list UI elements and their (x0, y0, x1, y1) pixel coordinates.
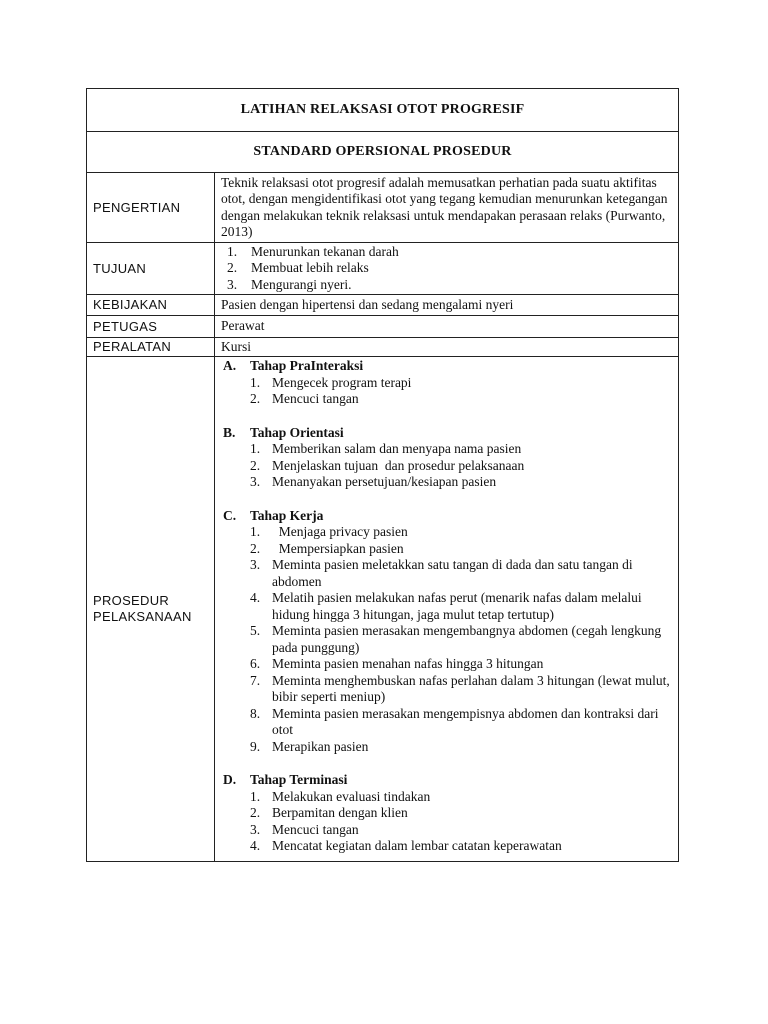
value-prosedur (215, 357, 679, 862)
row-prosedur (87, 357, 679, 862)
row-pengertian (87, 173, 679, 243)
value-petugas: Perawat (215, 316, 679, 338)
stage-letter: C. (223, 507, 237, 523)
list-item: 3. Mengurangi nyeri. (227, 276, 352, 292)
list-item (221, 391, 678, 408)
row-tujuan (87, 243, 679, 295)
value-kebijakan: Pasien dengan hipertensi dan sedang mengalami nyeri (215, 295, 679, 316)
value-pengertian: Teknik relaksasi otot progresif adalah memusatkan perhatian pada suatu aktifitas otot, dengan mengidentifikasi otot yang tegang kemudian menurunkan ketegangan dengan melakukan teknik relaksasi untuk mendapakan perasaan relaks (Purwanto, 2013) (215, 173, 679, 243)
list-item (221, 441, 678, 458)
document-subtitle: STANDARD OPERSIONAL PROSEDUR (87, 132, 679, 173)
label-tujuan: TUJUAN (87, 243, 215, 295)
step-number: 1. (250, 374, 261, 390)
list-item: 2. Membuat lebih relaks (227, 260, 369, 276)
list-item (221, 822, 678, 839)
stage-steps (221, 441, 678, 491)
list-item: 1. Menurunkan tekanan darah (227, 243, 399, 259)
step-text: Menjelaskan tujuan dan prosedur pelaksanaan (272, 457, 525, 473)
step-text: Merapikan pasien (272, 738, 369, 754)
tujuan-list (221, 244, 678, 294)
list-item (221, 474, 678, 491)
step-number: 2. (250, 805, 261, 820)
step-text: Melatih pasien melakukan nafas perut (menarik nafas dalam melalui hidung hingga 3 hitungan, jaga mulut tetap tertutup) (272, 590, 645, 622)
list-item (221, 706, 678, 739)
stage-section (221, 425, 678, 491)
list-item (221, 375, 678, 392)
stage-section (221, 772, 678, 855)
step-text: Meminta pasien menahan nafas hingga 3 hitungan (272, 656, 544, 671)
step-number: 3. (250, 474, 261, 489)
step-number: 4. (250, 590, 261, 605)
step-number: 2. (250, 540, 261, 556)
stage-steps (221, 375, 678, 408)
step-number: 8. (250, 705, 261, 721)
stage-title: Tahap Terminasi (250, 772, 348, 787)
label-petugas: PETUGAS (87, 316, 215, 338)
stage-title: Tahap Kerja (250, 507, 324, 523)
step-text: Mempersiapkan pasien (272, 540, 404, 556)
step-text: Meminta pasien merasakan mengembangnya abdomen (cegah lengkung pada punggung) (272, 623, 665, 655)
prosedur-stages (221, 358, 678, 855)
value-tujuan (215, 243, 679, 295)
value-peralatan: Kursi (215, 338, 679, 357)
stage-letter: A. (223, 358, 237, 373)
step-text: Mencatat kegiatan dalam lembar catatan keperawatan (272, 838, 562, 853)
step-text: Mencuci tangan (272, 391, 359, 406)
list-item (221, 739, 678, 756)
list-item (221, 623, 678, 656)
step-number: 7. (250, 672, 261, 688)
stage-letter: B. (223, 424, 236, 440)
label-peralatan: PERALATAN (87, 338, 215, 357)
step-number: 4. (250, 838, 261, 853)
stage-heading (223, 772, 678, 789)
label-kebijakan: KEBIJAKAN (87, 295, 215, 316)
label-prosedur: PROSEDUR PELAKSANAAN (87, 357, 215, 862)
stage-heading (223, 358, 678, 375)
stage-heading (223, 508, 678, 525)
row-petugas (87, 316, 679, 338)
step-number: 9. (250, 738, 261, 754)
step-number: 1. (250, 524, 261, 539)
list-item (221, 656, 678, 673)
step-number: 1. (250, 441, 261, 456)
list-item (221, 524, 678, 541)
list-item (221, 789, 678, 806)
list-item (221, 590, 678, 623)
step-text: Menjaga privacy pasien (272, 524, 408, 539)
stage-steps (221, 524, 678, 755)
stage-heading (223, 425, 678, 442)
step-number: 5. (250, 623, 261, 638)
step-text: Berpamitan dengan klien (272, 805, 408, 820)
step-text: Meminta pasien merasakan mengempisnya abdomen dan kontraksi dari otot (272, 705, 662, 737)
list-item (221, 541, 678, 558)
step-text: Memberikan salam dan menyapa nama pasien (272, 441, 522, 456)
step-text: Meminta menghembuskan nafas perlahan dalam 3 hitungan (lewat mulut, bibir seperti meniup) (272, 672, 674, 704)
stage-title: Tahap PraInteraksi (250, 358, 364, 373)
step-number: 3. (250, 557, 261, 572)
sop-table (86, 88, 679, 862)
stage-title: Tahap Orientasi (250, 424, 344, 440)
step-text: Melakukan evaluasi tindakan (272, 788, 431, 804)
stage-section (221, 358, 678, 408)
list-item (221, 458, 678, 475)
step-number: 6. (250, 656, 261, 671)
list-item (221, 805, 678, 822)
step-number: 1. (250, 788, 261, 804)
row-peralatan (87, 338, 679, 357)
label-pengertian: PENGERTIAN (87, 173, 215, 243)
stage-steps (221, 789, 678, 855)
step-text: Mencuci tangan (272, 821, 359, 837)
step-text: Menanyakan persetujuan/kesiapan pasien (272, 474, 497, 489)
step-number: 2. (250, 457, 261, 473)
list-item (221, 557, 678, 590)
list-item (221, 838, 678, 855)
stage-letter: D. (223, 772, 237, 787)
stage-section (221, 508, 678, 756)
step-number: 3. (250, 821, 261, 837)
step-text: Mengecek program terapi (272, 374, 412, 390)
list-item (221, 673, 678, 706)
document-title: LATIHAN RELAKSASI OTOT PROGRESIF (87, 89, 679, 132)
row-kebijakan (87, 295, 679, 316)
step-number: 2. (250, 391, 261, 406)
step-text: Meminta pasien meletakkan satu tangan di dada dan satu tangan di abdomen (272, 557, 637, 589)
